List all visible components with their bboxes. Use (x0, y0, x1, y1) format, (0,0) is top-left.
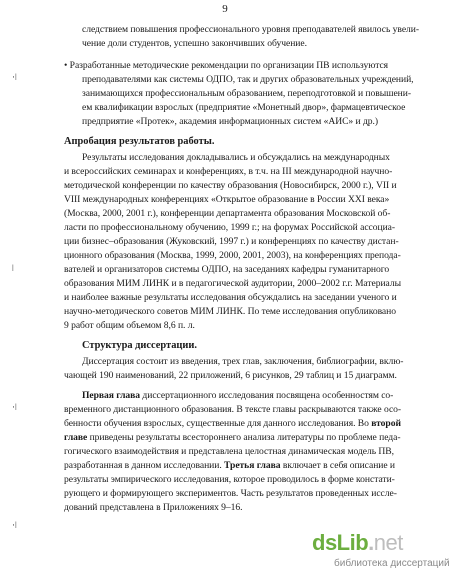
page-number: 9 (222, 3, 228, 15)
text-line (64, 418, 401, 430)
logo-dot: . (368, 530, 374, 555)
text-line: ции бизнес–образования (Жуковский, 1997 г.) и конференциях по качеству дистан- (64, 236, 399, 247)
text-line: следствием повышения профессионального уровня преподавателей явилось увели- (82, 24, 420, 35)
text-line: чение доли студентов, успешно закончивших обучение. (82, 38, 307, 49)
text-run: приведены результаты всестороннего анализа литературы по проблеме педа- (87, 432, 401, 443)
text-line: VIII международных конференциях «Открытое образование в России XXI века» (64, 194, 390, 205)
bullet-item: • Разработанные методические рекомендации по организации ПВ используются (64, 60, 389, 71)
text-line (82, 390, 393, 402)
text-run: бенности обучения взрослых, существенные для данного исследования. Во (64, 418, 372, 429)
section-heading-approbation: Апробация результатов работы. (64, 136, 215, 147)
text-line (64, 432, 400, 444)
text-line: преподавателями как системы ОДПО, так и других образовательных учреждений, (82, 74, 414, 85)
section-heading-structure: Структура диссертации. (82, 340, 197, 351)
margin-mark: ·ǀ (12, 402, 17, 412)
site-logo[interactable] (312, 530, 403, 556)
text-line: и наиболее важные результаты исследования обсуждались на заседании ученого и (64, 292, 397, 303)
text-line: временного дистанционного образования. В тексте главы раскрываются также осо- (64, 404, 402, 415)
text-line: гогического взаимодействия и представлена целостная динамическая модель ПВ, (64, 446, 394, 457)
text-line: чающей 190 наименований, 22 приложений, 6 рисунков, 29 таблиц и 15 диаграмм. (64, 370, 397, 381)
bold-term: второй (371, 418, 401, 429)
text-line: занимающихся профессиональным образованием, переподготовкой и повышени- (82, 88, 411, 99)
logo-caption: библиотека диссертаций (334, 558, 450, 569)
text-line: Диссертация состоит из введения, трех глав, заключения, библиографии, вклю- (82, 356, 404, 367)
text-line: Результаты исследования докладывались и обсуждались на международных (82, 152, 390, 163)
text-run: включает в себя описание и (280, 460, 396, 471)
text-line: предприятие «Протек», академия информационных систем «АИС» и др.) (82, 116, 379, 127)
text-line: ласти по профессиональному обучению, 1999 г.; на форумах Российской ассоциа- (64, 222, 396, 233)
logo-text: dsLib (312, 530, 369, 555)
text-line: методической конференции по качеству образования (Новосибирск, 2000 г.), VII и (64, 180, 397, 191)
margin-mark: ·ǀ (12, 72, 17, 82)
text-run: разработанная в данном исследовании. (64, 460, 225, 471)
watermark-logo[interactable] (312, 530, 448, 576)
text-run: диссертационного исследования посвящена особенностям со- (140, 390, 394, 401)
logo-domain: net (373, 530, 403, 555)
text-line: вателей и организаторов системы ОДПО, на заседаниях кафедры гуманитарного (64, 264, 390, 275)
text-line: 9 работ общим объемом 8,6 п. л. (64, 320, 195, 331)
bold-term: Третья глава (224, 460, 281, 471)
text-line: ционного образования (Москва, 1999, 2000, 2001, 2003), на конференциях препода- (64, 250, 401, 261)
text-line: дований представлена в Приложениях 9–16. (64, 502, 243, 513)
text-line: результаты эмпирического исследования, которое проводилось в форме констати- (64, 474, 395, 485)
text-line: рующего и формирующего экспериментов. Часть результатов проведенных иссле- (64, 488, 397, 499)
margin-mark: ǀ (12, 263, 14, 273)
text-line: (Москва, 2000, 2001 г.), конференции департамента образования Московской об- (64, 208, 391, 219)
text-line (64, 460, 395, 472)
text-line: образования МИМ ЛИНК и в педагогической аудитории, 2000–2002 г.г. Материалы (64, 278, 401, 289)
text-line: ем квалификации взрослых (предприятие «Монетный двор», фармацевтическое (82, 102, 406, 113)
bold-term: главе (64, 432, 88, 443)
bold-term: Первая глава (82, 390, 141, 401)
text-line: и всероссийских семинарах и конференциях, в т.ч. на III международной научно- (64, 166, 393, 177)
text-line: научно-методического советов МИМ ЛИНК. По теме исследования опубликовано (64, 306, 396, 317)
margin-mark: ·ǀ (12, 520, 17, 530)
